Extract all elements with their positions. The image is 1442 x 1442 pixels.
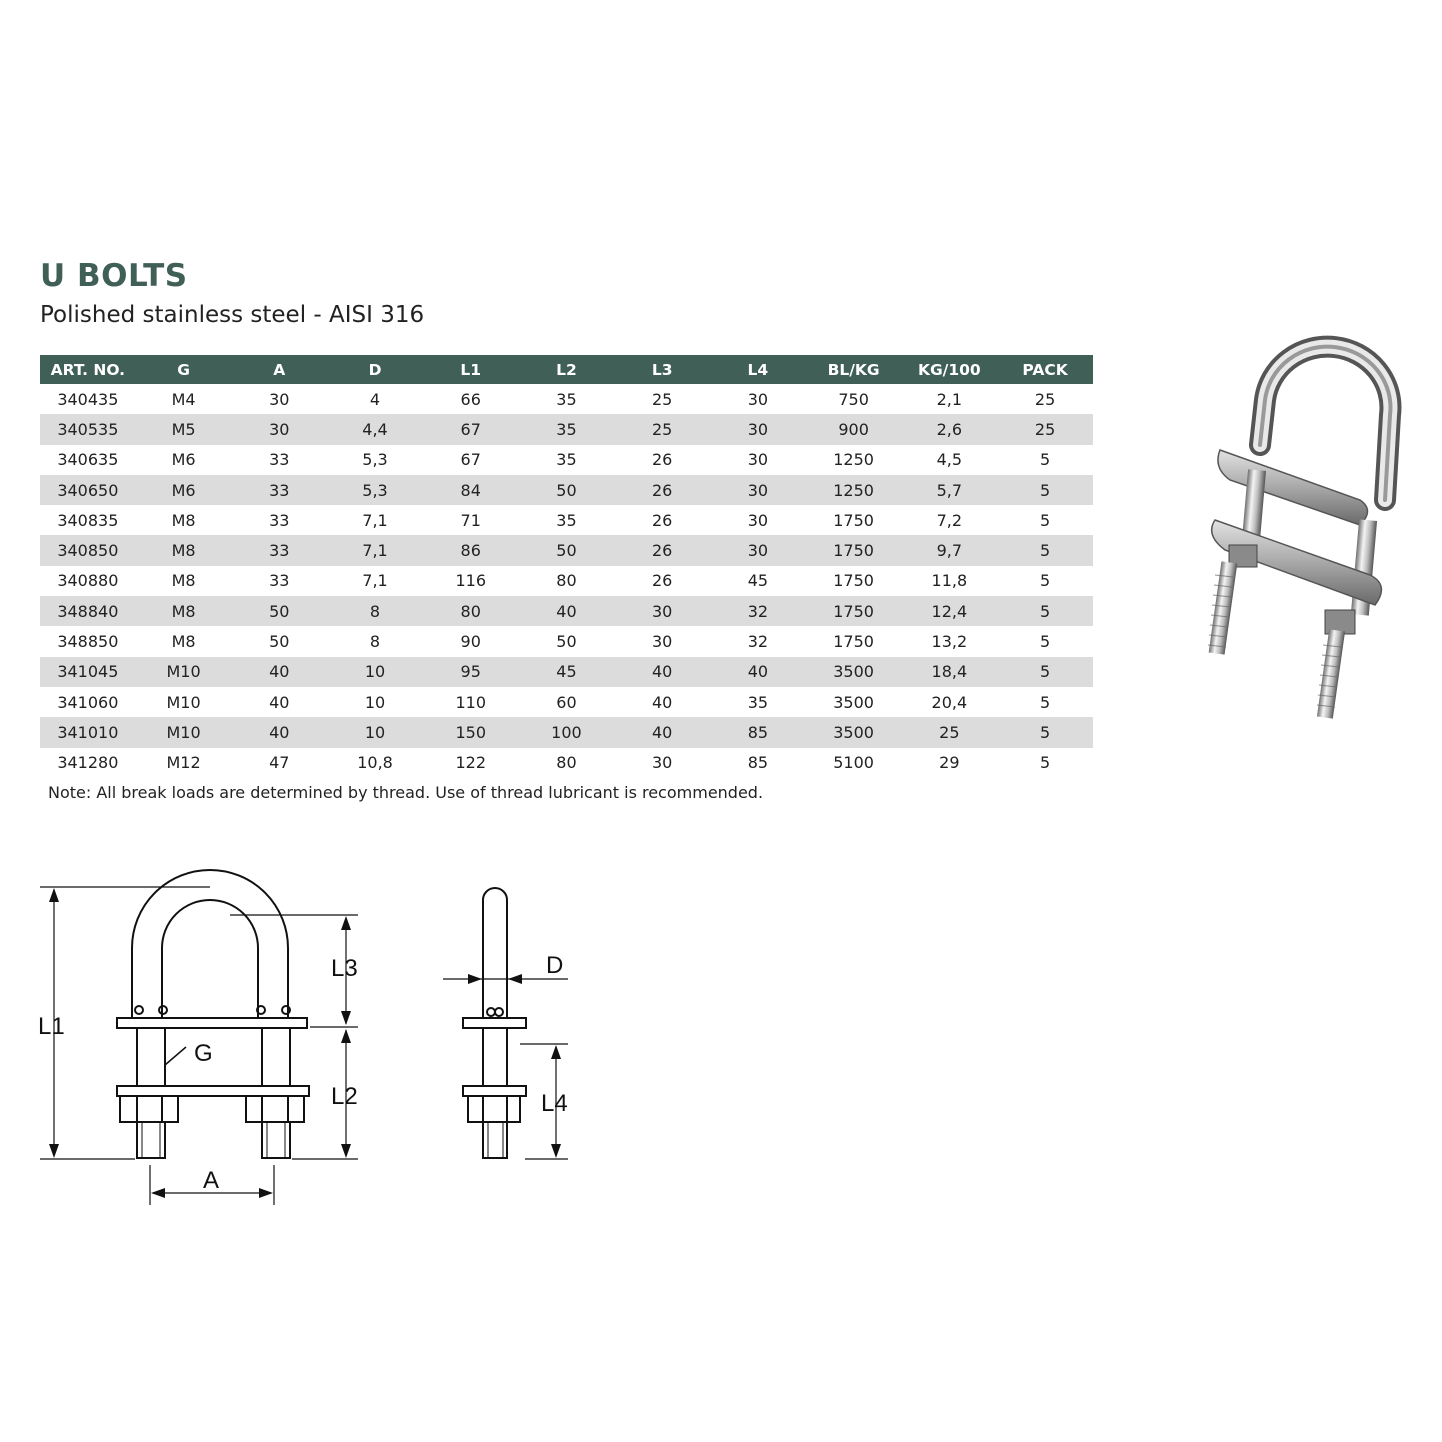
table-cell: 10 <box>327 657 423 687</box>
table-cell: 341045 <box>40 657 136 687</box>
table-cell: M10 <box>136 657 232 687</box>
table-cell: 5 <box>997 717 1093 747</box>
table-cell: 30 <box>747 450 769 470</box>
table-note: Note: All break loads are determined by thread. Use of thread lubricant is recommended. <box>48 783 764 802</box>
label-l4: L4 <box>541 1090 568 1117</box>
table-cell: 5,3 <box>362 450 388 470</box>
table-cell: 5 <box>997 535 1093 565</box>
table-cell: 30 <box>710 535 806 565</box>
table-cell: 50 <box>231 596 327 626</box>
table-cell: 33 <box>231 475 327 505</box>
column-header: L1 <box>423 355 519 384</box>
table-cell: 35 <box>519 414 615 444</box>
table-cell: 2,1 <box>936 389 963 409</box>
table-cell: 47 <box>269 753 290 773</box>
column-header: L3 <box>614 355 710 384</box>
table-cell: 3500 <box>806 657 902 687</box>
table-cell: 30 <box>614 596 710 626</box>
table-row <box>40 414 1093 444</box>
column-header: D <box>327 355 423 384</box>
page-subtitle: Polished stainless steel - AISI 316 <box>40 302 425 328</box>
table-row <box>40 535 1093 565</box>
table-cell: 341280 <box>57 753 119 773</box>
table-cell: M6 <box>136 475 232 505</box>
u-bend-inner <box>162 900 258 1019</box>
table-row <box>40 687 1093 717</box>
table-cell: 7,1 <box>327 535 423 565</box>
table-cell: 33 <box>269 510 290 530</box>
table-cell: M4 <box>171 389 196 409</box>
table-cell: 40 <box>231 717 327 747</box>
table-cell: 10 <box>327 717 423 747</box>
table-cell: 122 <box>455 753 486 773</box>
table-cell: 3500 <box>833 692 874 712</box>
table-cell: 40 <box>519 596 615 626</box>
table-cell: 40 <box>614 657 710 687</box>
table-cell: 348850 <box>57 632 119 652</box>
table-cell: 67 <box>423 414 519 444</box>
table-cell: 340635 <box>57 450 119 470</box>
table-cell: 40 <box>710 657 806 687</box>
table-cell: 9,7 <box>901 535 997 565</box>
table-row <box>40 717 1093 747</box>
table-cell: 20,4 <box>931 692 968 712</box>
label-l1: L1 <box>38 1013 65 1040</box>
table-cell: M10 <box>136 717 232 747</box>
table-cell: 340650 <box>40 475 136 505</box>
table-cell: 85 <box>747 753 769 773</box>
label-d: D <box>546 952 564 979</box>
table-cell: 30 <box>651 632 673 652</box>
table-cell: 11,8 <box>931 571 968 591</box>
table-cell: 30 <box>747 510 769 530</box>
table-cell: 35 <box>556 450 577 470</box>
table-cell: 26 <box>651 571 673 591</box>
label-g: G <box>194 1040 213 1067</box>
table-cell: 30 <box>747 389 769 409</box>
table-cell: M10 <box>166 692 201 712</box>
table-cell: 340435 <box>57 389 119 409</box>
table-cell: 1750 <box>833 571 874 591</box>
table-cell: 86 <box>423 535 519 565</box>
table-cell: 110 <box>455 692 486 712</box>
table-cell: 30 <box>710 414 806 444</box>
table-cell: 25 <box>651 389 673 409</box>
table-cell: 1750 <box>833 510 874 530</box>
table-cell: 5 <box>1040 692 1051 712</box>
table-cell: 7,1 <box>362 510 388 530</box>
table-cell: 10,8 <box>357 753 393 773</box>
table-cell: 13,2 <box>931 632 968 652</box>
table-cell: 1750 <box>833 632 874 652</box>
table-row <box>40 566 1093 596</box>
lower-plate <box>117 1086 309 1096</box>
table-cell: 340535 <box>40 414 136 444</box>
table-cell: 348840 <box>40 596 136 626</box>
table-cell: 5 <box>997 657 1093 687</box>
table-cell: 71 <box>460 510 481 530</box>
table-cell: 29 <box>939 753 960 773</box>
table-cell: 8 <box>327 596 423 626</box>
table-cell: 30 <box>269 389 290 409</box>
table-cell: 30 <box>651 753 673 773</box>
top-plate <box>117 1018 307 1028</box>
table-cell: 5 <box>1040 632 1051 652</box>
table-cell: 80 <box>556 753 577 773</box>
table-cell: 25 <box>614 414 710 444</box>
table-cell: M8 <box>171 632 196 652</box>
table-cell: 10 <box>364 692 386 712</box>
table-cell: M8 <box>136 596 232 626</box>
table-cell: 341060 <box>57 692 119 712</box>
table-row <box>40 596 1093 626</box>
table-cell: 7,2 <box>936 510 963 530</box>
table-cell: 5 <box>1040 510 1051 530</box>
column-header: L4 <box>710 355 806 384</box>
table-cell: 45 <box>519 657 615 687</box>
label-l2: L2 <box>331 1083 358 1110</box>
table-cell: 340880 <box>57 571 119 591</box>
column-header: ART. NO. <box>40 355 136 384</box>
product-photo <box>1185 330 1415 730</box>
label-a: A <box>203 1167 220 1194</box>
table-cell: 26 <box>651 450 673 470</box>
table-cell: 40 <box>269 692 290 712</box>
table-cell: 35 <box>556 510 577 530</box>
table-cell: 45 <box>747 571 769 591</box>
table-cell: 30 <box>710 475 806 505</box>
column-header: PACK <box>997 355 1093 384</box>
table-cell: 12,4 <box>901 596 997 626</box>
table-cell: 340850 <box>40 535 136 565</box>
table-cell: 60 <box>556 692 577 712</box>
column-header: A <box>231 355 327 384</box>
table-cell: 18,4 <box>901 657 997 687</box>
table-cell: 1250 <box>833 450 874 470</box>
table-cell: 50 <box>519 475 615 505</box>
table-cell: 5100 <box>833 753 874 773</box>
table-cell: 341010 <box>40 717 136 747</box>
table-cell: 7,1 <box>362 571 388 591</box>
table-cell: 5 <box>1040 450 1051 470</box>
table-cell: 4,4 <box>327 414 423 444</box>
table-cell: 26 <box>651 510 673 530</box>
table-cell: 1750 <box>806 596 902 626</box>
table-cell: 40 <box>651 692 673 712</box>
table-cell: 40 <box>614 717 710 747</box>
table-cell: 50 <box>519 535 615 565</box>
table-cell: 900 <box>806 414 902 444</box>
table-cell: 750 <box>838 389 869 409</box>
page-title: U BOLTS <box>40 258 188 294</box>
table-cell: 50 <box>269 632 290 652</box>
table-cell: 33 <box>231 535 327 565</box>
table-row <box>40 475 1093 505</box>
table-cell: 100 <box>519 717 615 747</box>
table-cell: 85 <box>710 717 806 747</box>
table-cell: 66 <box>460 389 481 409</box>
column-header: KG/100 <box>901 355 997 384</box>
column-header: BL/KG <box>806 355 902 384</box>
table-cell: 32 <box>747 632 769 652</box>
table-row <box>40 505 1093 535</box>
column-header: L2 <box>519 355 615 384</box>
table-cell: 25 <box>901 717 997 747</box>
column-header: G <box>136 355 232 384</box>
table-cell: 1750 <box>806 535 902 565</box>
table-cell: 5,3 <box>327 475 423 505</box>
spec-table <box>40 355 1093 778</box>
table-cell: 84 <box>423 475 519 505</box>
table-cell: 5 <box>997 475 1093 505</box>
table-cell: 35 <box>747 692 769 712</box>
table-cell: M8 <box>136 535 232 565</box>
table-cell: 80 <box>423 596 519 626</box>
table-cell: 30 <box>231 414 327 444</box>
table-row <box>40 657 1093 687</box>
table-cell: M8 <box>171 571 196 591</box>
table-cell: 2,6 <box>901 414 997 444</box>
table-cell: 4 <box>369 389 381 409</box>
table-header-row <box>40 355 1093 384</box>
table-cell: 33 <box>269 571 290 591</box>
table-cell: 1250 <box>806 475 902 505</box>
table-row <box>40 445 1093 475</box>
table-cell: M12 <box>166 753 201 773</box>
table-row <box>40 384 1093 414</box>
table-cell: M6 <box>171 450 196 470</box>
table-cell: 26 <box>614 475 710 505</box>
table-cell: 25 <box>1034 389 1056 409</box>
table-cell: 40 <box>231 657 327 687</box>
table-cell: 4,5 <box>936 450 963 470</box>
table-cell: 5 <box>1040 753 1051 773</box>
table-cell: 150 <box>423 717 519 747</box>
table-row <box>40 748 1093 778</box>
table-cell: 90 <box>460 632 481 652</box>
table-cell: 340835 <box>57 510 119 530</box>
table-cell: 8 <box>369 632 381 652</box>
table-cell: 95 <box>423 657 519 687</box>
table-cell: 116 <box>455 571 486 591</box>
label-l3: L3 <box>331 955 358 982</box>
table-row <box>40 626 1093 656</box>
table-cell: 26 <box>614 535 710 565</box>
technical-drawing <box>0 860 620 1220</box>
u-bend-outer <box>132 870 288 1019</box>
table-cell: 67 <box>460 450 481 470</box>
side-view-rod <box>483 888 507 1019</box>
table-cell: 5,7 <box>901 475 997 505</box>
table-cell: 32 <box>710 596 806 626</box>
table-cell: 5 <box>1040 571 1051 591</box>
table-cell: 33 <box>269 450 290 470</box>
table-cell: 80 <box>556 571 577 591</box>
table-cell: 50 <box>556 632 577 652</box>
table-cell: 35 <box>556 389 577 409</box>
table-cell: M5 <box>136 414 232 444</box>
table-cell: 25 <box>997 414 1093 444</box>
table-cell: 3500 <box>806 717 902 747</box>
table-cell: 5 <box>997 596 1093 626</box>
table-cell: M8 <box>171 510 196 530</box>
